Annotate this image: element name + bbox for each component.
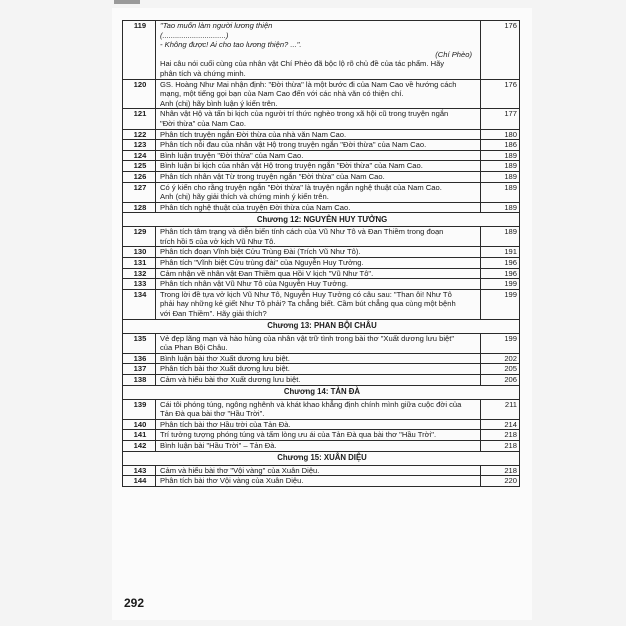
toc-row [123,268,520,279]
table-of-contents [122,20,520,487]
toc-row [123,465,520,476]
entry-line: Có ý kiến cho rằng truyện ngắn "Đời thừa" là truyện ngắn nghệ thuật của Nam Cao. [160,182,442,192]
toc-page: 218 [481,440,520,451]
toc-number: 119 [123,21,156,80]
chapter-heading-row [123,385,520,399]
toc-number: 138 [123,375,156,386]
toc-row [123,476,520,487]
toc-page: 177 [481,109,520,129]
toc-entry: Cảm nhận về nhân vật Đan Thiềm qua Hồi V kịch "Vũ Như Tô". [156,268,481,279]
toc-entry: Phân tích bài thơ Xuất dương lưu biệt. [156,364,481,375]
toc-entry [156,227,481,247]
toc-number: 130 [123,247,156,258]
chapter-heading: Chương 14: TẢN ĐÀ [123,385,520,399]
entry-line: phải hay những kẻ giết Như Tô phải? Ta chẳng biết. Cầm bút chẳng qua cùng một bệnh [160,299,456,309]
toc-page: 189 [481,171,520,182]
toc-row [123,364,520,375]
toc-row [123,21,520,80]
toc-number: 140 [123,419,156,430]
toc-entry [156,333,481,353]
entry-line: "Đời thừa" của Nam Cao. [160,118,246,128]
toc-number: 126 [123,171,156,182]
quote-source: (Chí Phèo) [435,49,472,59]
entry-line: mạng, một tiếng gọi bạn của Nam Cao đến với các nhà văn có thiện chí. [160,89,404,99]
toc-page: 191 [481,247,520,258]
toc-number: 143 [123,465,156,476]
entry-line: Hai câu nói cuối cùng của nhân vật Chí Phèo đã bộc lộ rõ chủ đề của tác phẩm. Hãy [160,59,445,69]
toc-number: 124 [123,150,156,161]
toc-entry: Bình luận truyện "Đời thừa" của Nam Cao. [156,150,481,161]
chapter-heading: Chương 13: PHAN BỘI CHÂU [123,319,520,333]
toc-row [123,129,520,140]
toc-page: 189 [481,202,520,213]
toc-row [123,279,520,290]
toc-entry: Phân tích nhân vật Từ trong truyện ngắn "Đời thừa" của Nam Cao. [156,171,481,182]
entry-line: phân tích và chứng minh. [160,68,246,78]
toc-number: 122 [123,129,156,140]
toc-page: 218 [481,430,520,441]
toc-page: 218 [481,465,520,476]
toc-number: 134 [123,289,156,319]
toc-row [123,333,520,353]
toc-row [123,79,520,109]
toc-entry: Trí tưởng tượng phóng túng và tấm lòng ưu ái của Tản Đà qua bài thơ "Hầu Trời". [156,430,481,441]
toc-row [123,289,520,319]
toc-number: 125 [123,161,156,172]
entry-line: Phân tích tâm trạng và diễn biến tính cách của Vũ Như Tô và Đan Thiềm trong đoạn [160,227,444,237]
chapter-heading: Chương 15: XUÂN DIỆU [123,451,520,465]
toc-row [123,161,520,172]
toc-row [123,227,520,247]
toc-number: 133 [123,279,156,290]
entry-line: Cái tôi phóng túng, ngông nghênh và khát khao khẳng định chính mình giữa cuộc đời của [160,399,462,409]
toc-page: 186 [481,140,520,151]
toc-entry: Phân tích nỗi đau của nhân vật Hộ trong truyện ngắn "Đời thừa" của Nam Cao. [156,140,481,151]
toc-row [123,247,520,258]
entry-line: với Đan Thiềm". Hãy giải thích? [160,309,267,319]
toc-entry [156,21,481,80]
toc-page: 189 [481,161,520,172]
toc-page: 189 [481,227,520,247]
entry-line: của Phan Bội Châu. [160,343,228,353]
toc-number: 135 [123,333,156,353]
entry-line: Trong lời đề tựa vở kịch Vũ Như Tô, Nguyễn Huy Tưởng có câu sau: "Than ôi! Như Tô [160,289,452,299]
quote-line: "Tao muốn làm người lương thiện [160,21,273,30]
toc-row [123,182,520,202]
toc-entry: Phân tích bài thơ Vội vàng của Xuân Diệu. [156,476,481,487]
toc-entry: Bình luận bài thơ Xuất dương lưu biệt. [156,353,481,364]
toc-row [123,399,520,419]
toc-number: 129 [123,227,156,247]
toc-row [123,353,520,364]
toc-row [123,430,520,441]
toc-number: 141 [123,430,156,441]
toc-entry [156,79,481,109]
toc-number: 132 [123,268,156,279]
chapter-heading-row [123,319,520,333]
toc-page: 196 [481,268,520,279]
chapter-heading-row [123,451,520,465]
entry-line: Vẻ đẹp lãng mạn và hào hùng của nhân vật trữ tình trong bài thơ "Xuất dương lưu biệt" [160,333,455,343]
toc-number: 131 [123,258,156,269]
toc-page: 199 [481,279,520,290]
toc-entry: Bình luận bi kịch của nhân vật Hộ trong truyện ngắn "Đời thừa" của Nam Cao. [156,161,481,172]
toc-number: 144 [123,476,156,487]
toc-page: 176 [481,79,520,109]
toc-number: 142 [123,440,156,451]
toc-number: 123 [123,140,156,151]
toc-entry [156,289,481,319]
toc-page: 206 [481,375,520,386]
toc-entry: Phân tích truyện ngắn Đời thừa của nhà văn Nam Cao. [156,129,481,140]
toc-entry: Bình luận bài "Hầu Trời" – Tản Đà. [156,440,481,451]
toc-entry: Cảm và hiểu bài thơ Xuất dương lưu biệt. [156,375,481,386]
toc-entry: Phân tích nghệ thuật của truyện Đời thừa của Nam Cao. [156,202,481,213]
toc-row [123,202,520,213]
toc-page: 189 [481,150,520,161]
toc-number: 139 [123,399,156,419]
page-edge-mark [114,0,140,4]
toc-page: 205 [481,364,520,375]
toc-entry [156,109,481,129]
toc-row [123,419,520,430]
quote-line: (..............................) [160,30,229,40]
entry-line: Tản Đà qua bài thơ "Hầu Trời". [160,409,265,419]
toc-number: 136 [123,353,156,364]
toc-page: 211 [481,399,520,419]
toc-page: 202 [481,353,520,364]
toc-number: 120 [123,79,156,109]
toc-number: 127 [123,182,156,202]
page-number: 292 [124,596,145,610]
toc-page: 189 [481,182,520,202]
toc-row [123,375,520,386]
entry-line: Nhân vật Hộ và tấn bi kịch của người trí thức nghèo trong xã hội cũ trong truyện ngắn [160,109,449,119]
toc-number: 128 [123,202,156,213]
chapter-heading-row [123,213,520,227]
toc-entry [156,399,481,419]
toc-row [123,140,520,151]
chapter-heading: Chương 12: NGUYỄN HUY TƯỞNG [123,213,520,227]
entry-line: Anh (chị) hãy bình luận ý kiến trên. [160,98,278,108]
toc-row [123,150,520,161]
toc-entry: Phân tích "Vĩnh biệt Cửu trùng đài" của Nguyễn Huy Tưởng. [156,258,481,269]
quote-line: - Không được! Ai cho tao lương thiện? ...". [160,40,302,50]
toc-page: 180 [481,129,520,140]
toc-page: 214 [481,419,520,430]
toc-row [123,258,520,269]
toc-page: 220 [481,476,520,487]
toc-row [123,109,520,129]
toc-number: 121 [123,109,156,129]
toc-row [123,440,520,451]
toc-entry: Phân tích đoạn Vĩnh biệt Cửu Trùng Đài (Trích Vũ Như Tô). [156,247,481,258]
toc-entry [156,182,481,202]
toc-page: 176 [481,21,520,80]
toc-page: 199 [481,289,520,319]
entry-line: Anh (chị) hãy giải thích và chứng minh ý kiến trên. [160,192,329,202]
toc-number: 137 [123,364,156,375]
toc-page: 196 [481,258,520,269]
entry-line: trích hồi 5 của vở kịch Vũ Như Tô. [160,236,276,246]
toc-page: 199 [481,333,520,353]
toc-entry: Cảm và hiểu bài thơ "Vội vàng" của Xuân Diệu. [156,465,481,476]
entry-line: GS. Hoàng Như Mai nhận định: "Đời thừa" là một bước đi của Nam Cao về hướng cách [160,79,457,89]
toc-entry: Phân tích bài thơ Hầu trời của Tản Đà. [156,419,481,430]
toc-entry: Phân tích nhân vật Vũ Như Tô của Nguyễn Huy Tưởng. [156,279,481,290]
toc-row [123,171,520,182]
